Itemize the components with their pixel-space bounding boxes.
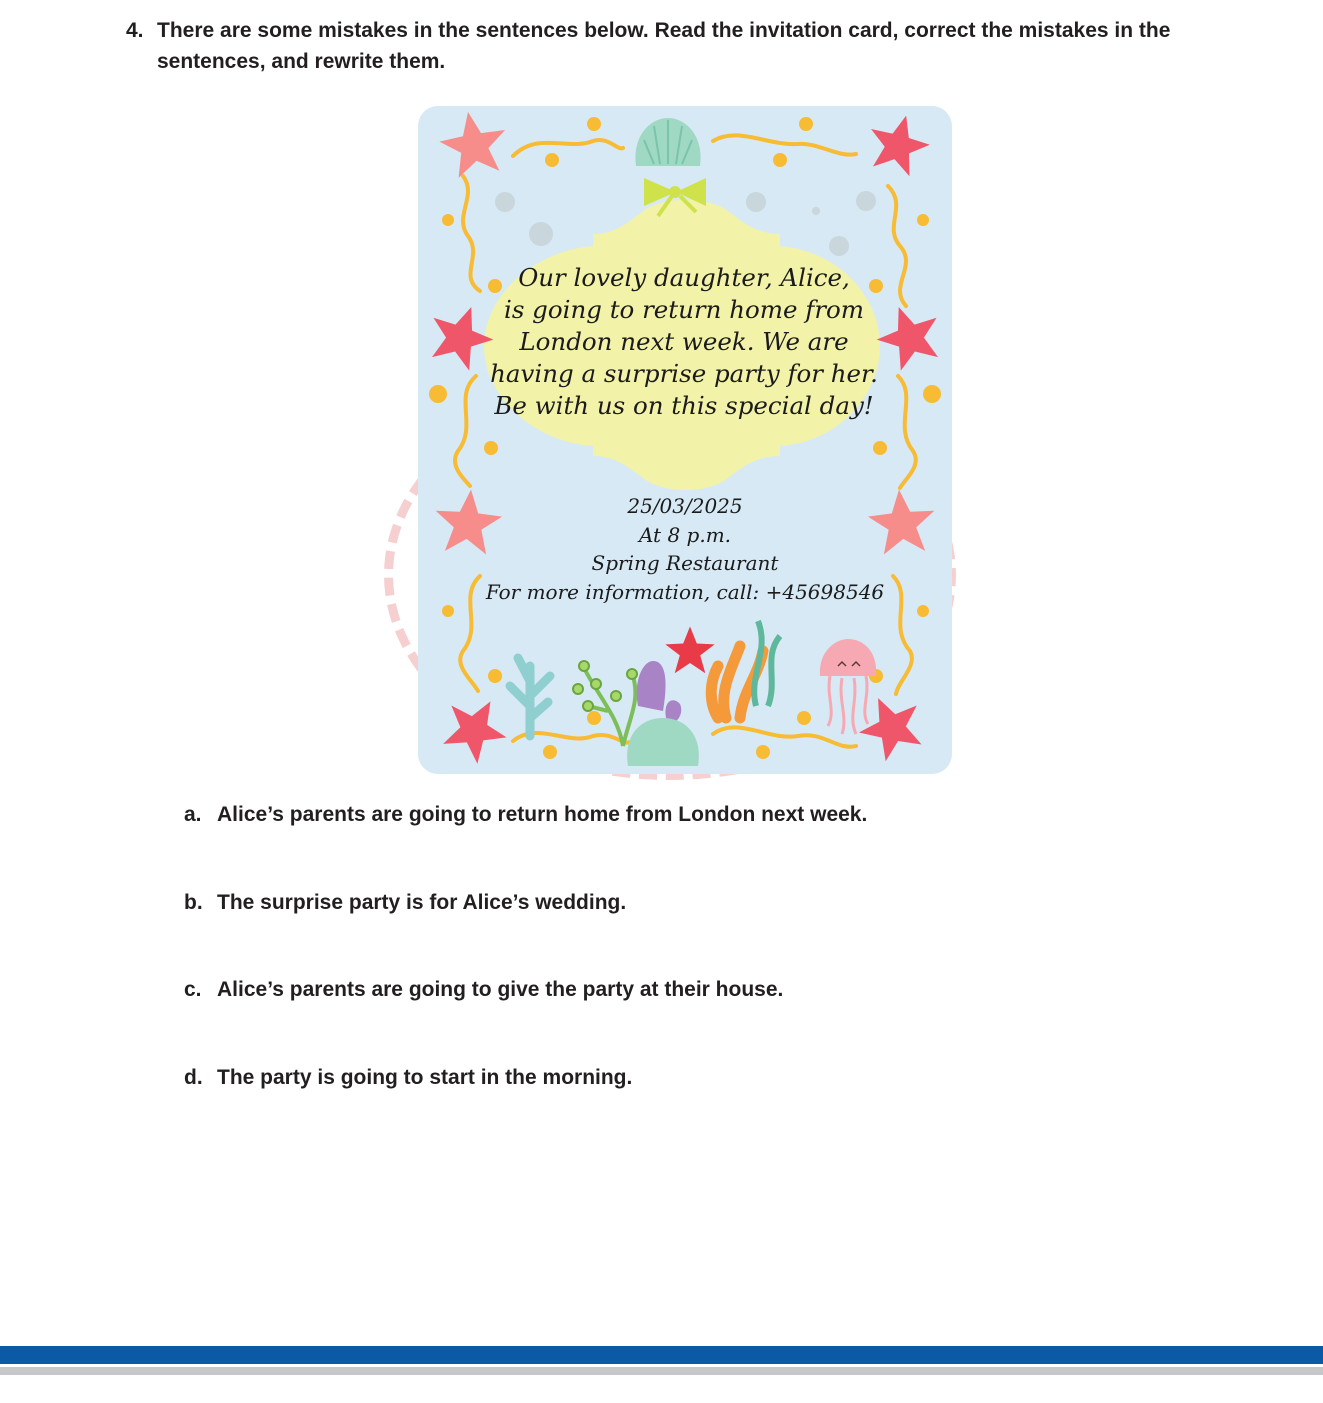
- sentence-list: [184, 800, 1084, 1150]
- item-text: The party is going to start in the morning.: [217, 1065, 633, 1089]
- sea-plants: [510, 621, 780, 766]
- invitation-card: [418, 106, 952, 774]
- item-letter: c.: [184, 978, 202, 1001]
- message-line: Our lovely daughter, Alice,: [518, 263, 850, 292]
- invitation-details: [458, 492, 912, 606]
- message-line: London next week. We are: [519, 327, 849, 356]
- event-place: Spring Restaurant: [591, 551, 779, 575]
- invitation-card-figure: [380, 100, 960, 790]
- item-letter: a.: [184, 803, 202, 826]
- item-letter: d.: [184, 1065, 203, 1089]
- item-text: Alice’s parents are going to return home from London next week.: [217, 803, 868, 826]
- item-text: The surprise party is for Alice’s wedding.: [217, 890, 627, 914]
- jellyfish-icon: [820, 639, 876, 734]
- sentence-item-a: [184, 800, 1084, 888]
- invitation-message: [484, 262, 884, 422]
- shell-icon-top: [635, 118, 700, 166]
- sentence-item-b: [184, 888, 1084, 976]
- item-letter: b.: [184, 890, 203, 914]
- message-line: is going to return home from: [503, 295, 865, 324]
- item-text: Alice’s parents are going to give the party at their house.: [217, 978, 784, 1001]
- footer-bar-gray: [0, 1367, 1323, 1375]
- sentence-item-c: [184, 975, 1084, 1063]
- message-line: having a surprise party for her.: [490, 359, 878, 388]
- question-4: [126, 15, 1206, 77]
- question-instructions: There are some mistakes in the sentences below. Read the invitation card, correct the mistakes in the sentences, and rewrite them.: [157, 19, 1171, 73]
- question-number: 4.: [126, 19, 144, 42]
- sentence-item-d: [184, 1063, 1084, 1151]
- message-line: Be with us on this special day!: [494, 391, 874, 420]
- event-date: 25/03/2025: [627, 494, 743, 518]
- footer-bar-blue: [0, 1346, 1323, 1364]
- event-contact: For more information, call: +45698546: [485, 579, 885, 604]
- ocean-decoration: [418, 106, 952, 774]
- event-time: At 8 p.m.: [638, 522, 732, 547]
